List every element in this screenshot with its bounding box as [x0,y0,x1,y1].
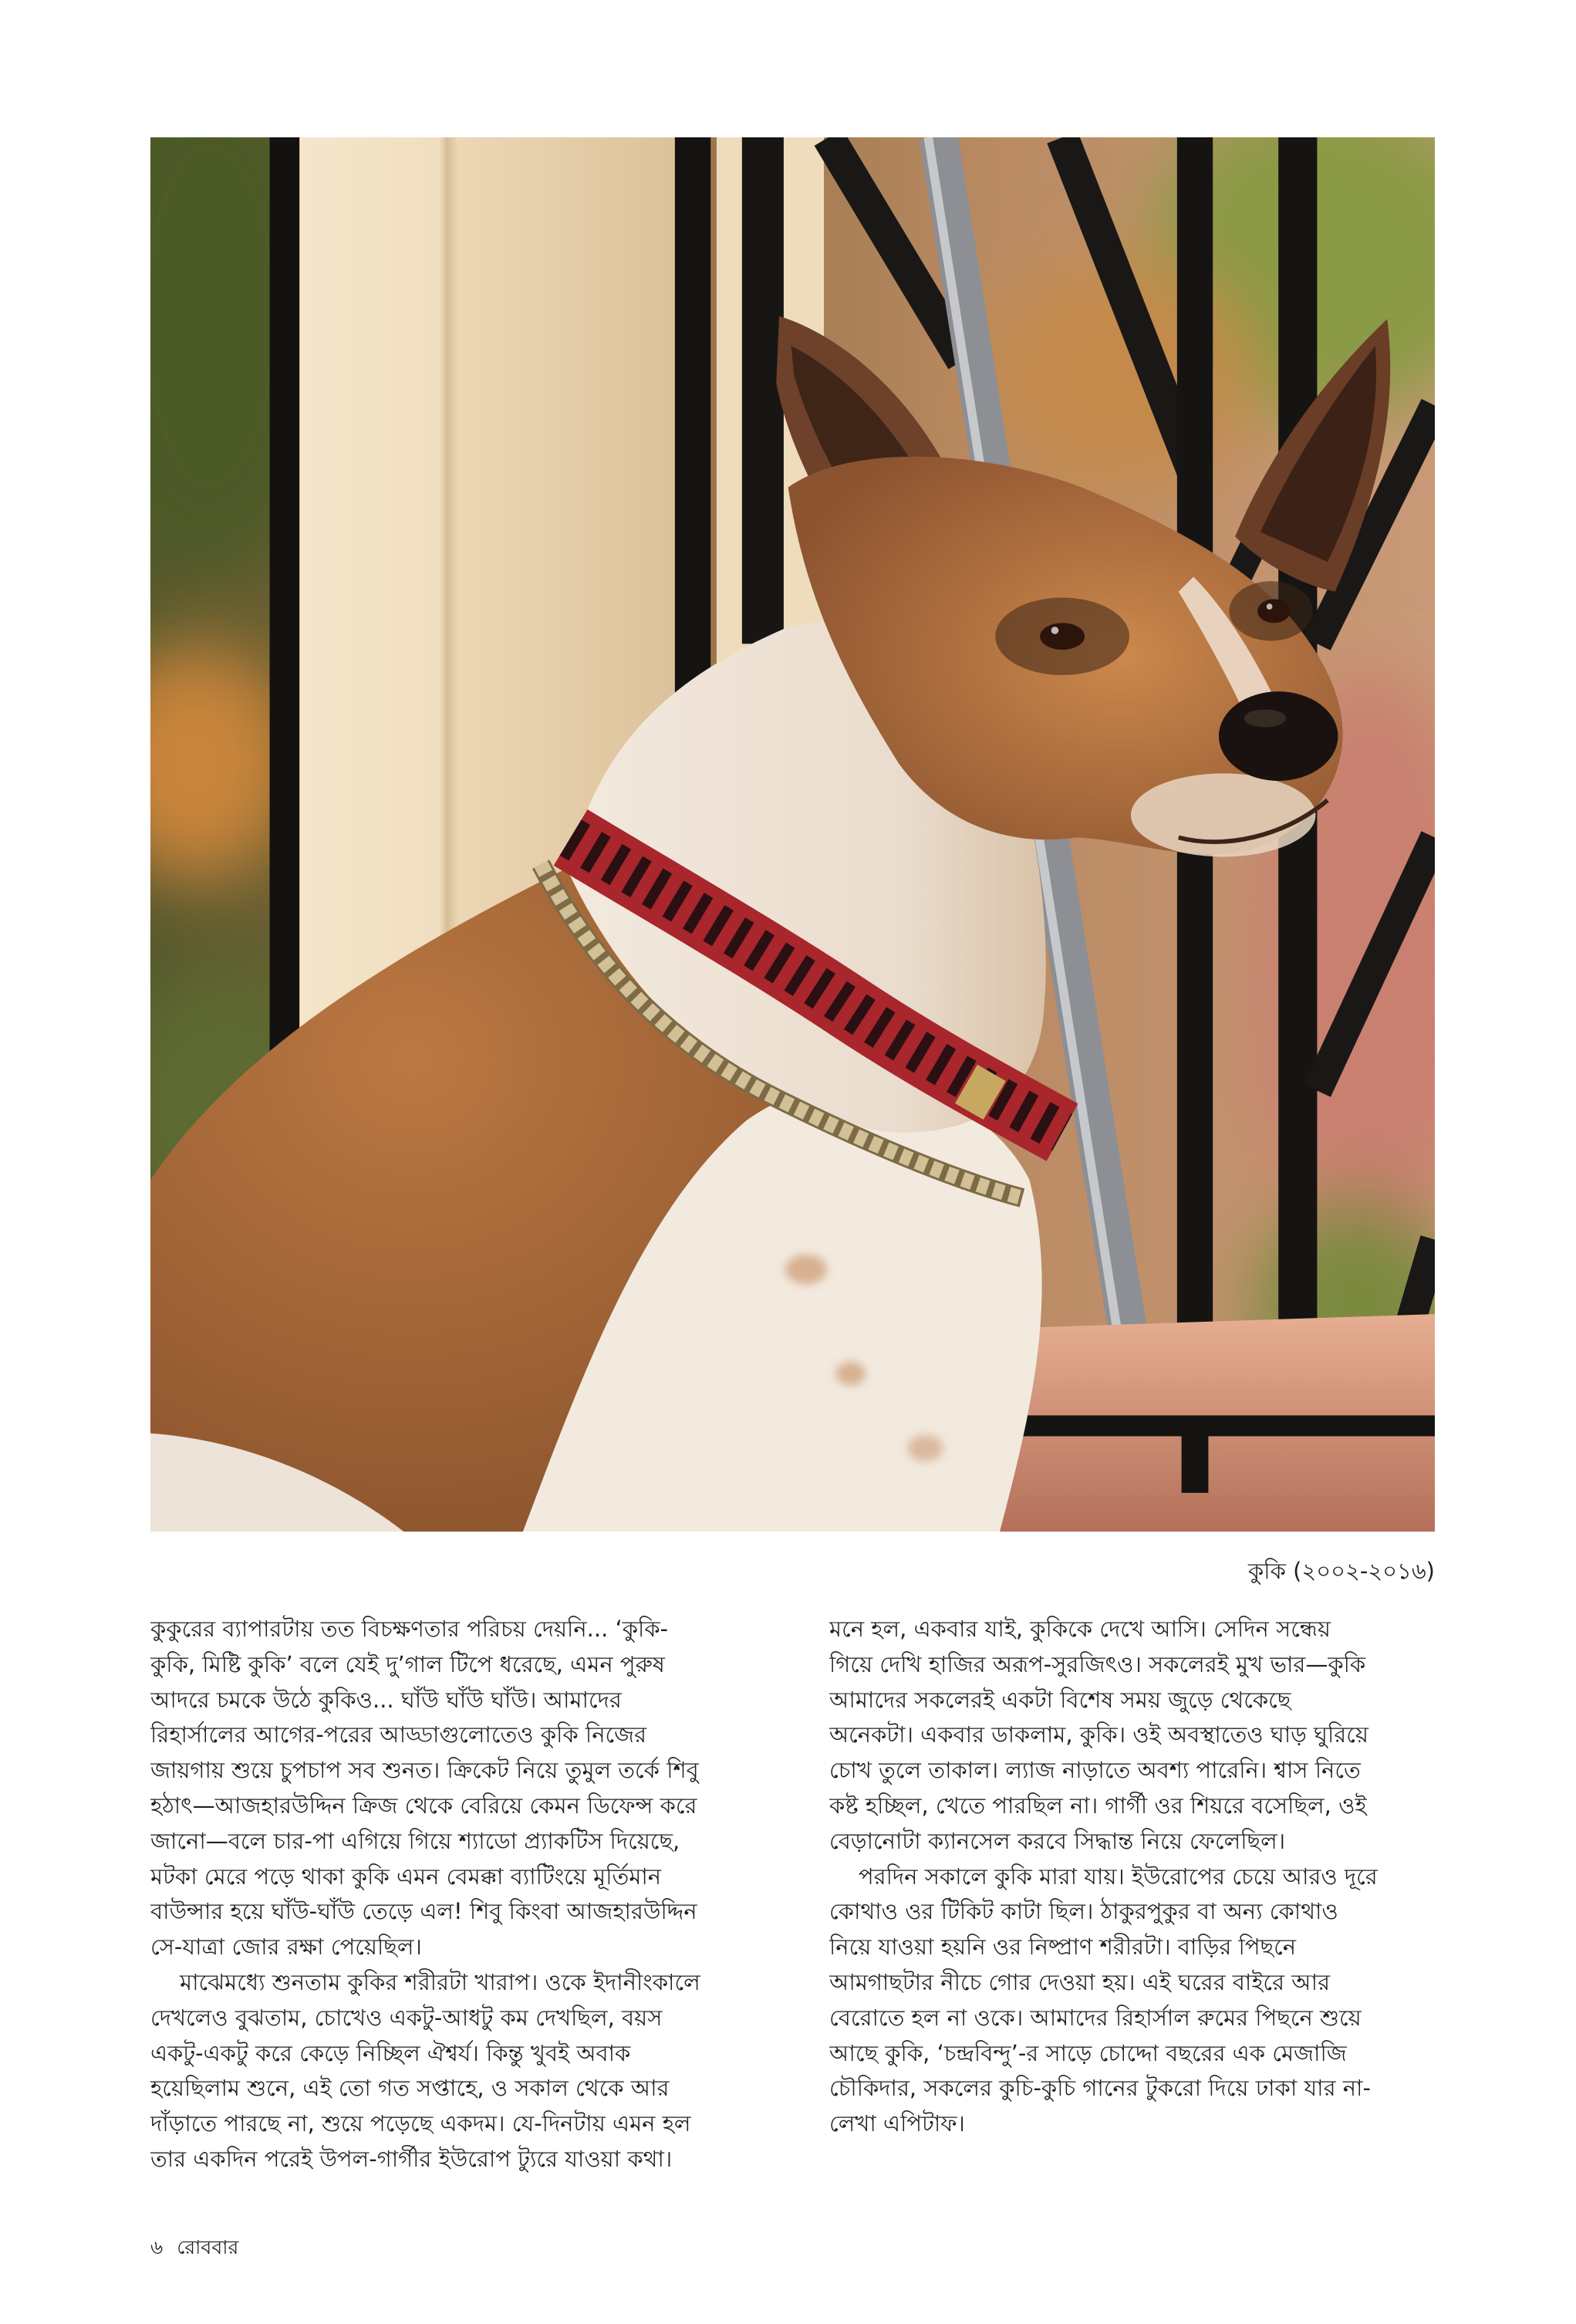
text-line: চৌকিদার, সকলের কুচি-কুচি গানের টুকরো দিয়ে ঢাকা যার না- [829,2075,1371,2102]
dog-muzzle [1131,773,1316,856]
dog-eye [1040,623,1085,650]
text-line: বাউন্সার হয়ে ঘাঁউ-ঘাঁউ তেড়ে এল! শিবু কিংবা আজহারউদ্দিন [150,1898,697,1925]
page-number: ৬ [150,2236,164,2258]
text-line: গিয়ে দেখি হাজির অরূপ-সুরজিৎও। সকলেরই মুখ ভার—কুকি [829,1650,1366,1677]
text-line: নিয়ে যাওয়া হয়নি ওর নিষ্প্রাণ শরীরটা। বাড়ির পিছনে [829,1934,1297,1961]
dog-eye-highlight [1267,603,1273,610]
text-line: একটু-একটু করে কেড়ে নিচ্ছিল ঐশ্বর্য। কিন্তু খুবই অবাক [150,2039,631,2066]
text-line: বেড়ানোটা ক্যানসেল করবে সিদ্ধান্ত নিয়ে ফেলেছিল। [829,1827,1286,1854]
text-line: কোথাও ওর টিকিট কাটা ছিল। ঠাকুরপুকুর বা অন্য কোথাও [829,1898,1338,1925]
text-line: কুকুরের ব্যাপারটায় তত বিচক্ষণতার পরিচয় দেয়নি... ‘কুকি- [150,1616,669,1642]
text-line: মটকা মেরে পড়ে থাকা কুকি এমন বেমক্কা ব্যাটিংয়ে মূর্তিমান [150,1863,662,1890]
railing-bar [742,137,784,643]
dog-photo [150,137,1435,1532]
text-line: মাঝেমধ্যে শুনতাম কুকির শরীরটা খারাপ। ওকে ইদানীংকালে [180,1968,700,1995]
dog-eye [1257,599,1290,623]
text-line: মনে হল, একবার যাই, কুকিকে দেখে আসি। সেদিন সন্ধেয় [829,1616,1331,1642]
dog-eye-highlight [1051,627,1059,634]
text-line: রিহার্সালের আগের-পরের আড্ডাগুলোতেও কুকি নিজের [150,1721,647,1748]
magazine-name: রোববার [177,2236,239,2258]
dog-nose-highlight [1244,709,1286,727]
text-line: জায়গায় শুয়ে চুপচাপ সব শুনত। ক্রিকেট নিয়ে তুমুল তর্কে শিবু [150,1757,699,1784]
paragraph [829,1860,1436,2142]
text-line: বেরোতে হল না ওকে। আমাদের রিহার্সাল রুমের পিছনে শুয়ে [829,2004,1362,2031]
railing-bar [270,137,300,1091]
railing-base-bar [1007,1415,1435,1436]
text-line: জানো—বলে চার-পা এগিয়ে গিয়ে শ্যাডো প্র্যাকটিস দিয়েছে, [150,1827,680,1854]
text-line: আমাদের সকলেরই একটা বিশেষ সময় জুড়ে থেকেছে [829,1686,1291,1713]
railing-base-bar [1182,1418,1209,1493]
dog-photo-drawing [150,137,1435,1532]
page-footer [150,2234,238,2262]
text-line: আদরে চমকে উঠে কুকিও... ঘাঁউ ঘাঁউ ঘাঁউ। আমাদের [150,1686,622,1713]
text-column-right [829,1612,1436,2198]
text-line: লেখা এপিটাফ। [829,2110,965,2137]
dog-nose [1219,691,1338,781]
text-line: পরদিন সকালে কুকি মারা যায়। ইউরোপের চেয়ে আরও দূরে [859,1863,1378,1890]
text-line: দাঁড়াতে পারছে না, শুয়ে পড়েছে একদম। যে-দিনটায় এমন হল [150,2110,691,2137]
text-line: তার একদিন পরেই উপল-গার্গীর ইউরোপ ট্যুরে যাওয়া কথা। [150,2145,673,2172]
text-line: কুকি, মিষ্টি কুকি’ বলে যেই দু’গাল টিপে ধরেছে, এমন পুরুষ [150,1650,665,1677]
text-line: চোখ তুলে তাকাল। ল্যাজ নাড়াতে অবশ্য পারেনি। শ্বাস নিতে [829,1757,1361,1784]
photo-caption: কুকি (২০০২-২০১৬) [1248,1558,1435,1584]
text-column-left [150,1612,761,2198]
text-line: দেখলেও বুঝতাম, চোখেও একটু-আধটু কম দেখছিল, বয়স [150,2004,663,2031]
text-line: আমগাছটার নীচে গোর দেওয়া হয়। এই ঘরের বাইরে আর [829,1968,1331,1995]
text-line: সে-যাত্রা জোর রক্ষা পেয়েছিল। [150,1934,422,1961]
paragraph [829,1612,1436,1860]
text-line: কষ্ট হচ্ছিল, খেতে পারছিল না। গার্গী ওর শিয়রে বসেছিল, ওই [829,1792,1367,1819]
paragraph [150,1965,761,2177]
text-line: অনেকটা। একবার ডাকলাম, কুকি। ওই অবস্থাতেও ঘাড় ঘুরিয়ে [829,1721,1368,1748]
paragraph [150,1612,761,1965]
text-line: হয়েছিলাম শুনে, এই তো গত সপ্তাহে, ও সকাল থেকে আর [150,2075,670,2102]
text-line: আছে কুকি, ‘চন্দ্রবিন্দু’-র সাড়ে চোদ্দো বছরের এক মেজাজি [829,2039,1347,2066]
text-line: হঠাৎ—আজহারউদ্দিন ক্রিজ থেকে বেরিয়ে কেমন ডিফেন্স করে [150,1792,697,1819]
